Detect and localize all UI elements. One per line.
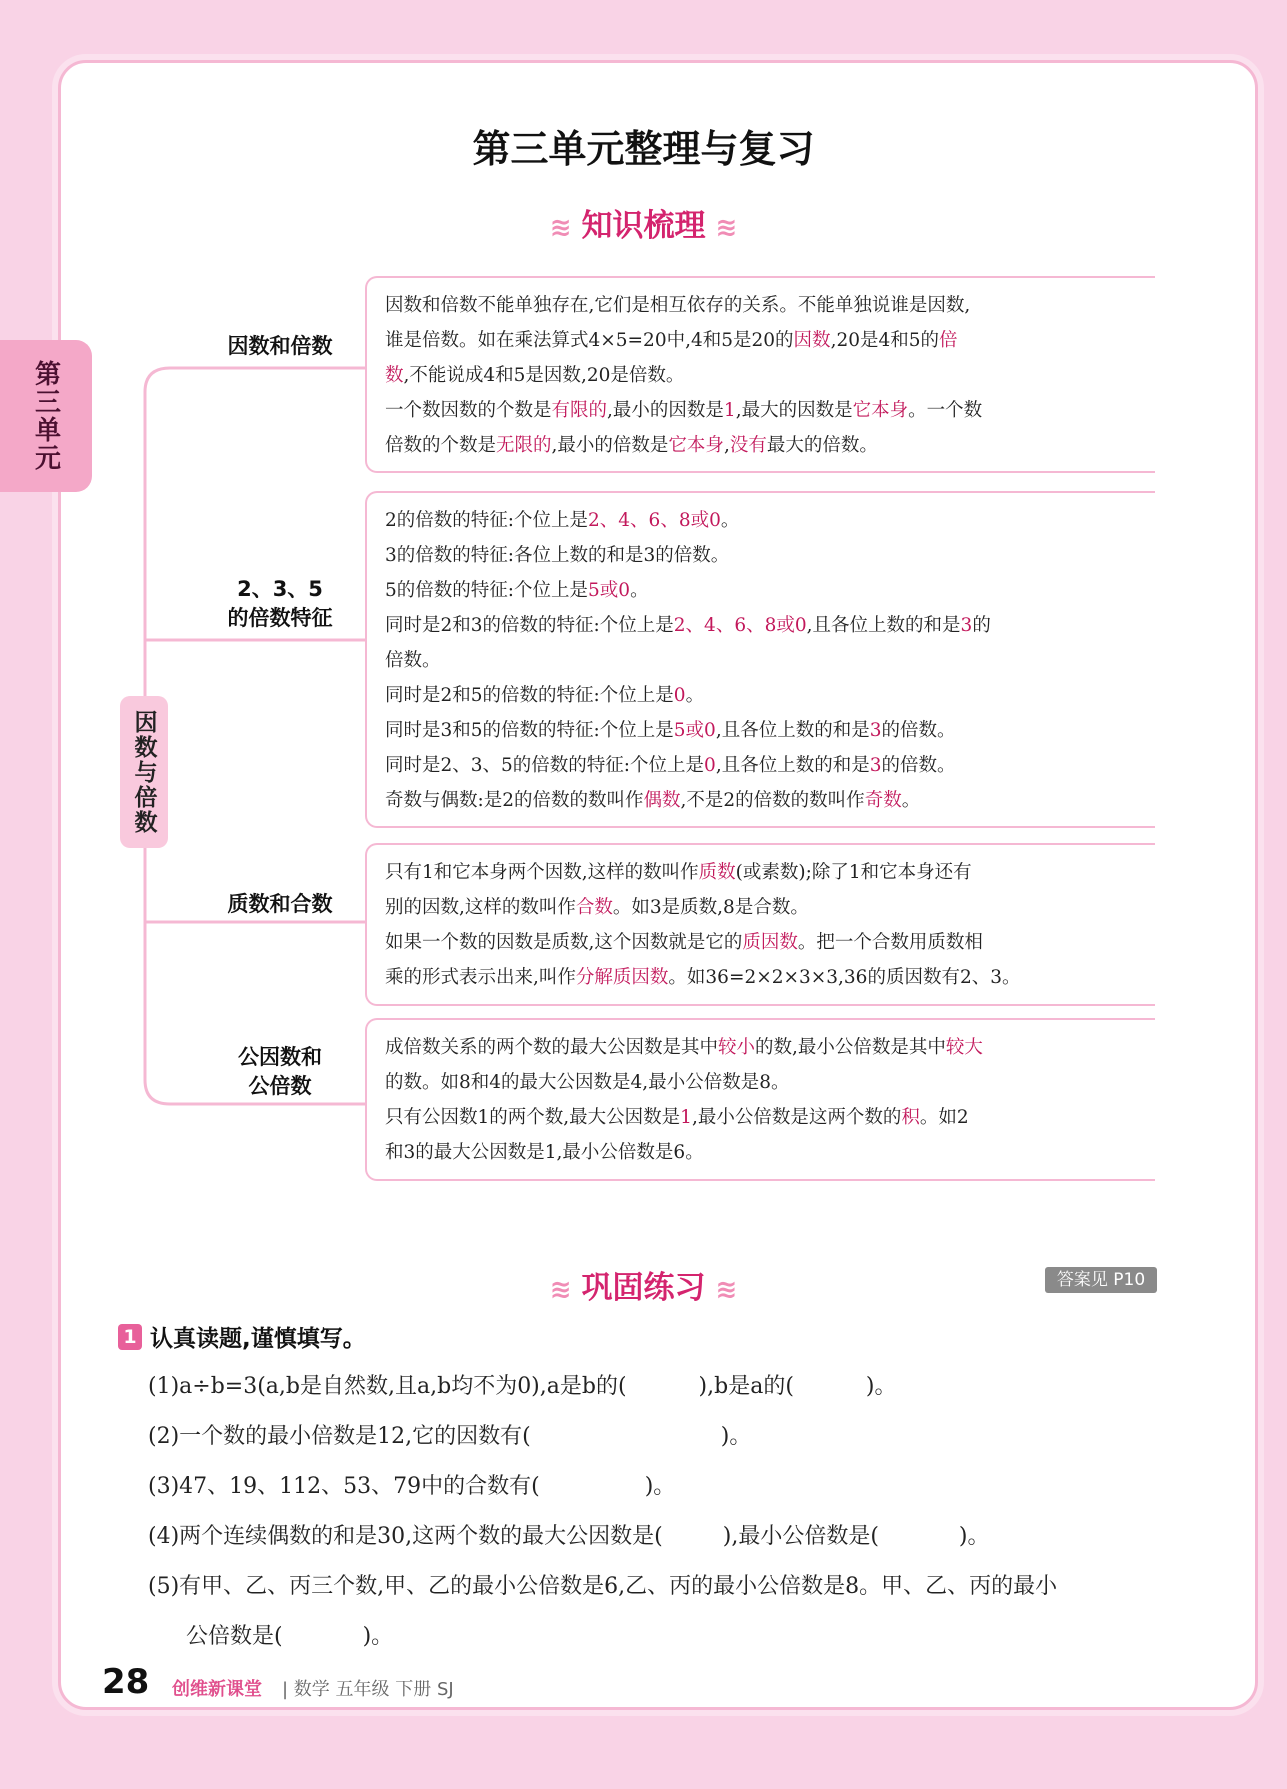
question-text: )。 <box>644 1474 676 1499</box>
question-text: (5)有甲、乙、丙三个数,甲、乙的最小公倍数是6,乙、丙的最小公倍数是8。甲、乙、丙的最小 <box>148 1574 1058 1599</box>
branch-label-common-factors <box>200 1043 360 1101</box>
knowledge-text: ,20是4和5的 <box>830 330 940 351</box>
knowledge-line <box>385 573 1143 608</box>
branch-label-line: 的倍数特征 <box>227 606 333 630</box>
highlighted-answer: 质数 <box>698 862 736 883</box>
knowledge-text: 的 <box>972 615 991 636</box>
knowledge-line <box>385 538 1143 573</box>
knowledge-line <box>385 783 1143 818</box>
question-heading <box>118 1320 366 1353</box>
knowledge-text: 同时是3和5的倍数的特征:个位上是 <box>385 720 674 741</box>
highlighted-answer: 1 <box>680 1107 692 1128</box>
knowledge-line <box>385 393 1143 428</box>
knowledge-box-235-features <box>365 491 1155 828</box>
knowledge-box-prime-composite <box>365 843 1155 1006</box>
question-text: (3)47、19、112、53、79中的合数有( <box>148 1474 540 1499</box>
knowledge-line <box>385 1030 1143 1065</box>
knowledge-line <box>385 925 1143 960</box>
knowledge-text: 同时是2和5的倍数的特征:个位上是 <box>385 685 674 706</box>
knowledge-line <box>385 643 1143 678</box>
knowledge-text: (或素数);除了1和它本身还有 <box>735 862 972 883</box>
knowledge-text: 3的倍数的特征:各位上数的和是3的倍数。 <box>385 545 730 566</box>
branch-label-line: 质数和合数 <box>227 892 333 916</box>
knowledge-title-text: 知识梳理 <box>581 208 706 244</box>
question-text: )。 <box>720 1424 752 1449</box>
highlighted-answer: 0 <box>704 755 716 776</box>
highlighted-answer: 因数 <box>793 330 831 351</box>
highlighted-answer: 偶数 <box>643 790 681 811</box>
highlighted-answer: 它本身 <box>668 435 724 456</box>
knowledge-text: 。 <box>901 790 921 811</box>
question-instruction: 认真读题,谨慎填写。 <box>150 1326 366 1352</box>
knowledge-text: ,最小的因数是 <box>607 400 724 421</box>
knowledge-text: 只有1和它本身两个因数,这样的数叫作 <box>385 862 699 883</box>
question-text: )。 <box>362 1624 394 1649</box>
knowledge-text: ,最大的因数是 <box>735 400 853 421</box>
wave-icon: ≋ <box>715 1275 738 1305</box>
highlighted-answer: 1 <box>723 400 736 421</box>
highlighted-answer: 奇数 <box>864 790 902 811</box>
knowledge-text: 的倍数。 <box>881 755 956 776</box>
knowledge-line <box>385 288 1143 323</box>
highlighted-answer: 数 <box>385 365 404 386</box>
mindmap-root <box>120 696 168 848</box>
knowledge-text: ,且各位上数的和是 <box>715 720 870 741</box>
knowledge-line <box>385 748 1143 783</box>
highlighted-answer: 合数 <box>575 897 613 918</box>
highlighted-answer: 没有 <box>729 435 767 456</box>
question-text: 公倍数是( <box>186 1624 283 1649</box>
knowledge-text: 别的因数,这样的数叫作 <box>385 897 576 918</box>
knowledge-text: ,不能说成4和5是因数,20是倍数。 <box>403 365 685 386</box>
knowledge-text: 乘的形式表示出来,叫作 <box>385 967 576 988</box>
knowledge-text: ,最小的倍数是 <box>551 435 669 456</box>
wave-icon: ≋ <box>549 213 572 243</box>
knowledge-text: 倍数的个数是 <box>385 435 497 456</box>
question-item-5 <box>148 1562 1168 1662</box>
highlighted-answer: 0 <box>673 685 686 706</box>
knowledge-text: 。 <box>685 685 705 706</box>
knowledge-line <box>385 678 1143 713</box>
knowledge-text: ,且各位上数的和是 <box>806 615 961 636</box>
knowledge-line <box>385 358 1143 393</box>
page-number: 28 <box>102 1662 150 1702</box>
wave-icon: ≋ <box>549 1275 572 1305</box>
knowledge-line <box>385 608 1143 643</box>
branch-label-prime-composite <box>200 890 360 919</box>
knowledge-text: 谁是倍数。如在乘法算式4×5=20中,4和5是20的 <box>385 330 794 351</box>
knowledge-text: 的数,最小公倍数是其中 <box>755 1037 946 1058</box>
knowledge-text: 倍数。 <box>385 650 441 671</box>
knowledge-text: 的数。如8和4的最大公因数是4,最小公倍数是8。 <box>385 1072 790 1093</box>
knowledge-box-common-factors <box>365 1018 1155 1181</box>
branch-label-line: 公倍数 <box>248 1074 312 1098</box>
knowledge-text: 。 <box>720 510 740 531</box>
highlighted-answer: 无限的 <box>496 435 552 456</box>
knowledge-text: , <box>723 435 730 456</box>
question-item-4 <box>148 1512 1168 1562</box>
highlighted-answer: 倍 <box>939 330 958 351</box>
knowledge-text: 。如2 <box>919 1107 969 1128</box>
branch-label-235-features <box>200 575 360 633</box>
knowledge-text: 同时是2和3的倍数的特征:个位上是 <box>385 615 674 636</box>
knowledge-text: 和3的最大公因数是1,最小公倍数是6。 <box>385 1142 704 1163</box>
question-item-3 <box>148 1462 1168 1512</box>
knowledge-line <box>385 960 1143 995</box>
knowledge-text: 。一个数 <box>908 400 983 421</box>
knowledge-text: 。把一个合数用质数相 <box>797 932 983 953</box>
highlighted-answer: 3 <box>869 720 882 741</box>
wave-icon: ≋ <box>715 213 738 243</box>
knowledge-text: 如果一个数的因数是质数,这个因数就是它的 <box>385 932 743 953</box>
highlighted-answer: 5或0 <box>673 720 716 741</box>
knowledge-text: 成倍数关系的两个数的最大公因数是其中 <box>385 1037 719 1058</box>
knowledge-text: 奇数与偶数:是2的倍数的数叫作 <box>385 790 644 811</box>
knowledge-line <box>385 1100 1143 1135</box>
answer-reference-badge: 答案见 P10 <box>1045 1267 1157 1293</box>
knowledge-text: 因数和倍数不能单独存在,它们是相互依存的关系。不能单独说谁是因数, <box>385 295 971 316</box>
branch-label-line: 公因数和 <box>238 1045 322 1069</box>
highlighted-answer: 分解质因数 <box>575 967 669 988</box>
knowledge-text: 5的倍数的特征:个位上是 <box>385 580 589 601</box>
question-item-2 <box>148 1412 1168 1462</box>
knowledge-text: 。如36=2×2×3×3,36的质因数有2、3。 <box>668 967 1021 988</box>
highlighted-answer: 3 <box>869 755 882 776</box>
knowledge-text: ,且各位上数的和是 <box>715 755 870 776</box>
knowledge-line <box>385 428 1143 463</box>
mindmap-root-label: 因数与倍数 <box>130 709 157 835</box>
branch-label-factors-multiples <box>200 332 360 361</box>
question-item-1 <box>148 1362 1168 1412</box>
knowledge-line <box>385 713 1143 748</box>
knowledge-text: 只有公因数1的两个数,最大公因数是 <box>385 1107 681 1128</box>
practice-title-text: 巩固练习 <box>581 1270 706 1306</box>
page-title: 第三单元整理与复习 <box>472 127 815 171</box>
knowledge-text: ,不是2的倍数的数叫作 <box>680 790 865 811</box>
knowledge-text: 2的倍数的特征:个位上是 <box>385 510 589 531</box>
knowledge-text: 。 <box>630 580 649 601</box>
highlighted-answer: 积 <box>901 1107 920 1128</box>
knowledge-line <box>385 1135 1143 1170</box>
highlighted-answer: 2、4、6、8或0 <box>588 510 721 531</box>
knowledge-text: 同时是2、3、5的倍数的特征:个位上是 <box>385 755 705 776</box>
knowledge-line <box>385 503 1143 538</box>
knowledge-text: 最大的倍数。 <box>766 435 878 456</box>
branch-label-line: 2、3、5 <box>237 577 323 601</box>
book-brand: 创维新课堂 <box>172 1679 262 1700</box>
question-number-badge: 1 <box>118 1324 142 1350</box>
branch-label-line: 因数和倍数 <box>227 334 333 358</box>
question-text: (4)两个连续偶数的和是30,这两个数的最大公因数是( <box>148 1524 663 1549</box>
knowledge-line <box>385 323 1143 358</box>
highlighted-answer: 有限的 <box>551 400 608 421</box>
question-text: )。 <box>958 1524 990 1549</box>
highlighted-answer: 质因数 <box>742 932 798 953</box>
book-info: | 数学 五年级 下册 SJ <box>282 1679 454 1700</box>
knowledge-text: ,最小公倍数是这两个数的 <box>691 1107 902 1128</box>
knowledge-text: 的倍数。 <box>881 720 956 741</box>
highlighted-answer: 较大 <box>945 1037 983 1058</box>
question-text: ),b是a的( <box>698 1374 794 1399</box>
question-text: (2)一个数的最小倍数是12,它的因数有( <box>148 1424 531 1449</box>
knowledge-line <box>385 855 1143 890</box>
question-text: )。 <box>865 1374 897 1399</box>
knowledge-text: 一个数因数的个数是 <box>385 400 552 421</box>
knowledge-line <box>385 1065 1143 1100</box>
unit-side-tab-label: 第三单元 <box>30 360 61 472</box>
highlighted-answer: 它本身 <box>852 400 909 421</box>
highlighted-answer: 2、4、6、8或0 <box>673 615 807 636</box>
highlighted-answer: 5或0 <box>588 580 631 601</box>
question-text: ),最小公倍数是( <box>722 1524 879 1549</box>
highlighted-answer: 较小 <box>718 1037 756 1058</box>
knowledge-line <box>385 890 1143 925</box>
question-text: (1)a÷b=3(a,b是自然数,且a,b均不为0),a是b的( <box>148 1374 627 1399</box>
highlighted-answer: 3 <box>960 615 973 636</box>
question-text-line2 <box>148 1612 1168 1662</box>
knowledge-box-factors-multiples <box>365 276 1155 473</box>
knowledge-text: 。如3是质数,8是合数。 <box>612 897 809 918</box>
